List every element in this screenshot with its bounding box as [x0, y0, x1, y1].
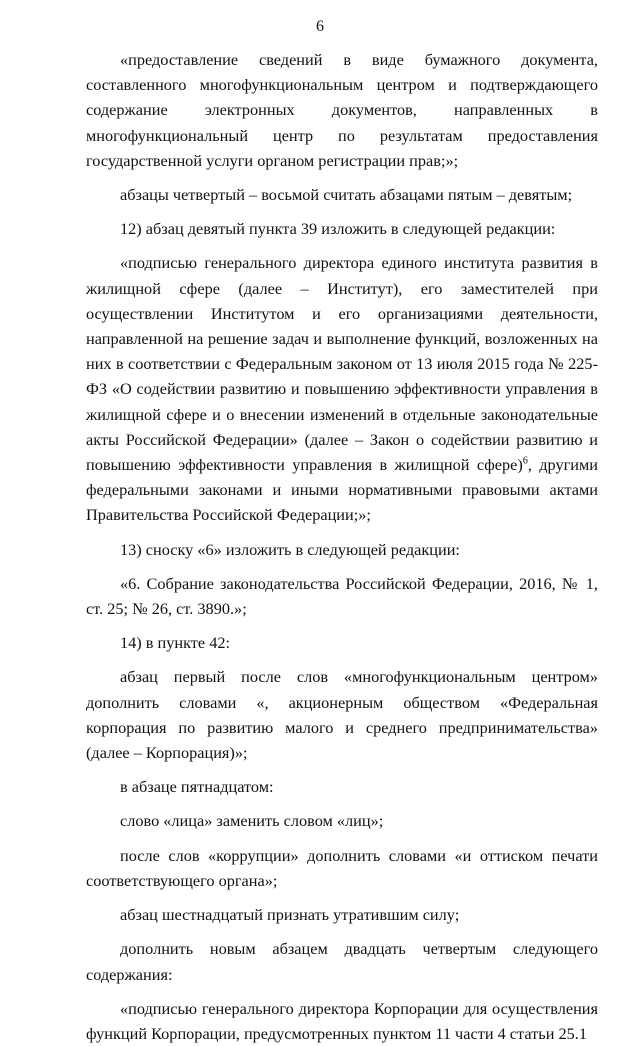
paragraph-abzats-16: абзац шестнадцатый признать утратившим силу; [120, 905, 460, 925]
paragraph-renumber-abzats: абзацы четвертый – восьмой считать абзацами пятым – девятым; [120, 185, 573, 205]
paragraph-quote-documents: «предоставление сведений в виде бумажного документа, составленного многофункциональным центром и подтверждающего содержание электронных документов, направленных в многофункциональный центр по результатам предоставления государственной услуги органом регистрации прав;»; [86, 50, 598, 170]
page-number: 6 [316, 18, 324, 35]
paragraph-quote-institute [86, 250, 598, 527]
paragraph-item-12: 12) абзац девятый пункта 39 изложить в следующей редакции: [120, 219, 556, 239]
paragraph-quote-institute-tail: , другими федеральными законами и иными нормативными правовыми актами Правительства Российской Федерации;»; [86, 455, 598, 525]
paragraph-new-abzats-24: дополнить новым абзацем двадцать четвертым следующего содержания: [86, 939, 598, 984]
paragraph-footnote-text: «6. Собрание законодательства Российской Федерации, 2016, № 1, ст. 25; № 26, ст. 3890.»; [86, 573, 598, 619]
paragraph-item-14: 14) в пункте 42: [120, 633, 231, 653]
paragraph-abzats-15: в абзаце пятнадцатом: [120, 777, 274, 797]
paragraph-corporation: абзац первый после слов «многофункциональным центром» дополнить словами «, акционерным обществом «Федеральная корпорация по развитию малого и среднего предпринимательства» (далее – Корпорация)»; [86, 667, 598, 763]
paragraph-korrupcii: после слов «коррупции» дополнить словами «и оттиском печати соответствующего органа»; [86, 845, 598, 890]
paragraph-item-13: 13) сноску «6» изложить в следующей редакции: [120, 539, 460, 559]
paragraph-lica: слово «лица» заменить словом «лиц»; [120, 811, 384, 831]
paragraph-quote-institute-text: «подписью генерального директора единого института развития в жилищной сфере (далее – Институт), его заместителей при осуществлении Институтом и его организациями деятельности, направленной на решение задач и выполнение функций, возложенных на них в соответствии с Федеральным законом от 13 июля 2015 года № 225-ФЗ «О содействии развитию и повышению эффективности управления в жилищной сфере и о внесении изменений в отдельные законодательные акты Российской Федерации» (далее – Закон о содействии развитию и повышению эффективности управления в жилищной сфере) [86, 253, 598, 475]
footnote-mark: 6 [522, 455, 528, 467]
paragraph-quote-corporation: «подписью генерального директора Корпорации для осуществления функций Корпорации, предусмотренных пунктом 11 части 4 статьи 25.1 [86, 998, 598, 1043]
document-body [86, 47, 598, 1046]
